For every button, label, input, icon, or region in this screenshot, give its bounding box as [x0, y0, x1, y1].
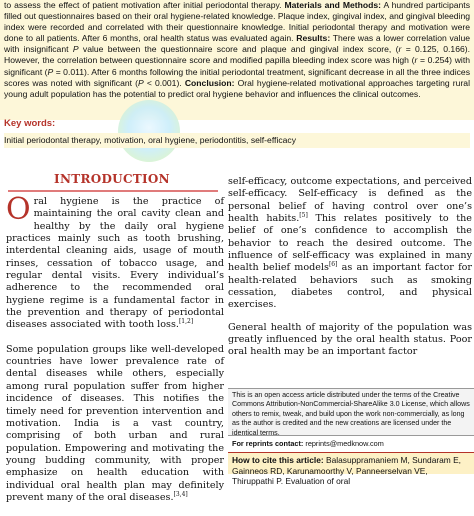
results-p: P	[72, 44, 79, 55]
results-text-4: = 0.254) with significant (	[4, 55, 470, 77]
right-paragraph-2: General health of majority of the population was greatly influenced by the oral health status. Poor oral health may be an important factor	[228, 321, 472, 358]
how-to-cite-box	[228, 452, 474, 487]
intro-p1-text: ral hygiene is the practice of maintaining the oral cavity clean and healthy by the daily oral hygiene practices mainly such as tooth brushing, interdental cleaning aids, usage of mouth rinses, cessation of tobacco usage, and regular dental visits. Every individual’s adherence to the recommended oral hygiene regime is a fundamental factor in the prevention and therapy of periodontal diseases associated with tooth loss.	[6, 196, 224, 331]
heading-divider	[8, 190, 218, 192]
right-p1a: self-efficacy, outcome expectations, and perceived self-efficacy. Self-efficacy is defined as the personal belief of having control over one’s health habits.	[228, 176, 472, 225]
results-r2: r	[414, 55, 418, 66]
intro-paragraph-2	[6, 344, 224, 504]
methods-text: A hundred participants filled out questionnaires based on their oral hygiene-related knowledge. Plaque index, gingival index, and gingival bleeding index were recorded and correlated with their questionnaire knowledge. Initial periodontal therapy and motivation were done to all patients. After 6 months, oral health status was evaluated again.	[4, 0, 470, 44]
results-r1: r	[398, 44, 402, 55]
abstract-intro: to assess the effect of patient motivation after initial periodontal therapy.	[4, 0, 282, 10]
keywords-title: Key words:	[4, 118, 56, 129]
citation-ref[interactable]: [6]	[328, 261, 338, 269]
right-p1c: as an important factor for health-related behaviors such as smoking cessation, diabetes control, and physical exercises.	[228, 262, 472, 311]
citation-ref[interactable]: [3,4]	[173, 490, 188, 498]
right-paragraph-1	[228, 176, 472, 312]
right-column	[228, 176, 472, 369]
reprints-line	[228, 439, 474, 448]
right-p1b: This relates positively to the belief of one’s confidence to accomplish the behavior to reach the desired outcome. The influence of self-efficacy was explained in many health belief models	[228, 213, 472, 274]
conclusion-label: Conclusion:	[184, 77, 235, 88]
keywords-list: Initial periodontal therapy, motivation, oral hygiene, periodontitis, self-efficacy	[4, 133, 470, 148]
reprints-label: For reprints contact:	[232, 439, 304, 448]
cite-text: Balasuppramaniem M, Sundaram E, Gainneos RD, Karunamoorthy V, Panneerselvan VE, Thiruppathi P. Evaluation of oral	[232, 455, 462, 487]
citation-ref[interactable]: [5]	[299, 211, 308, 219]
intro-paragraph-1	[6, 192, 224, 332]
results-p3: P	[137, 77, 144, 88]
intro-p2-text: Some population groups like well-developed countries have lower prevalence rate of dental diseases while others, especially among rural population suffer from higher incidence of diseases. This notifies the timely need for prevention intervention and motivation. India is a vast country, comprising of both urban and rural population. Empowering and motivating the young budding community, with proper emphasize on health education with individual oral health plan may definitely prevent many of the oral diseases.	[6, 343, 224, 503]
cite-label: How to cite this article:	[232, 455, 324, 465]
results-text-2: value between the questionnaire score and plaque and gingival index score, (	[82, 44, 399, 55]
results-text-6: < 0.001).	[146, 77, 182, 88]
section-heading-introduction: INTRODUCTION	[54, 172, 170, 186]
citation-ref[interactable]: [1,2]	[178, 318, 194, 326]
open-access-notice: This is an open access article distributed under the terms of the Creative Commons Attribution-NonCommercial-ShareAlike 3.0 License, which allows others to remix, tweak, and build upon the work non-commercially, as long as the author is credited and the new creations are licensed under the identical terms.	[228, 388, 474, 436]
left-column	[6, 192, 224, 516]
results-label: Results:	[296, 33, 331, 44]
methods-label: Materials and Methods:	[284, 0, 382, 10]
drop-cap: O	[6, 192, 31, 227]
results-text-5: = 0.011). After 6 months following the initial periodontal treatment, significant decrease in all the three indices scores was noted with significant (	[4, 66, 470, 88]
conclusion-text: Oral hygiene-related motivational approaches targeting rural young adult population has the potential to predict oral hygiene behavior and influences the clinical outcomes.	[4, 77, 470, 99]
results-text-1: There was a lower correlation value with insignificant	[4, 33, 471, 55]
journal-watermark-logo	[118, 100, 180, 162]
abstract-box	[0, 0, 474, 120]
results-text-3: = 0.125, 0.166). However, the correlation between questionnaire score and modified papilla bleeding index score was high (	[4, 44, 470, 66]
reprints-email[interactable]: reprints@medknow.com	[305, 439, 384, 448]
results-p2: P	[47, 66, 54, 77]
